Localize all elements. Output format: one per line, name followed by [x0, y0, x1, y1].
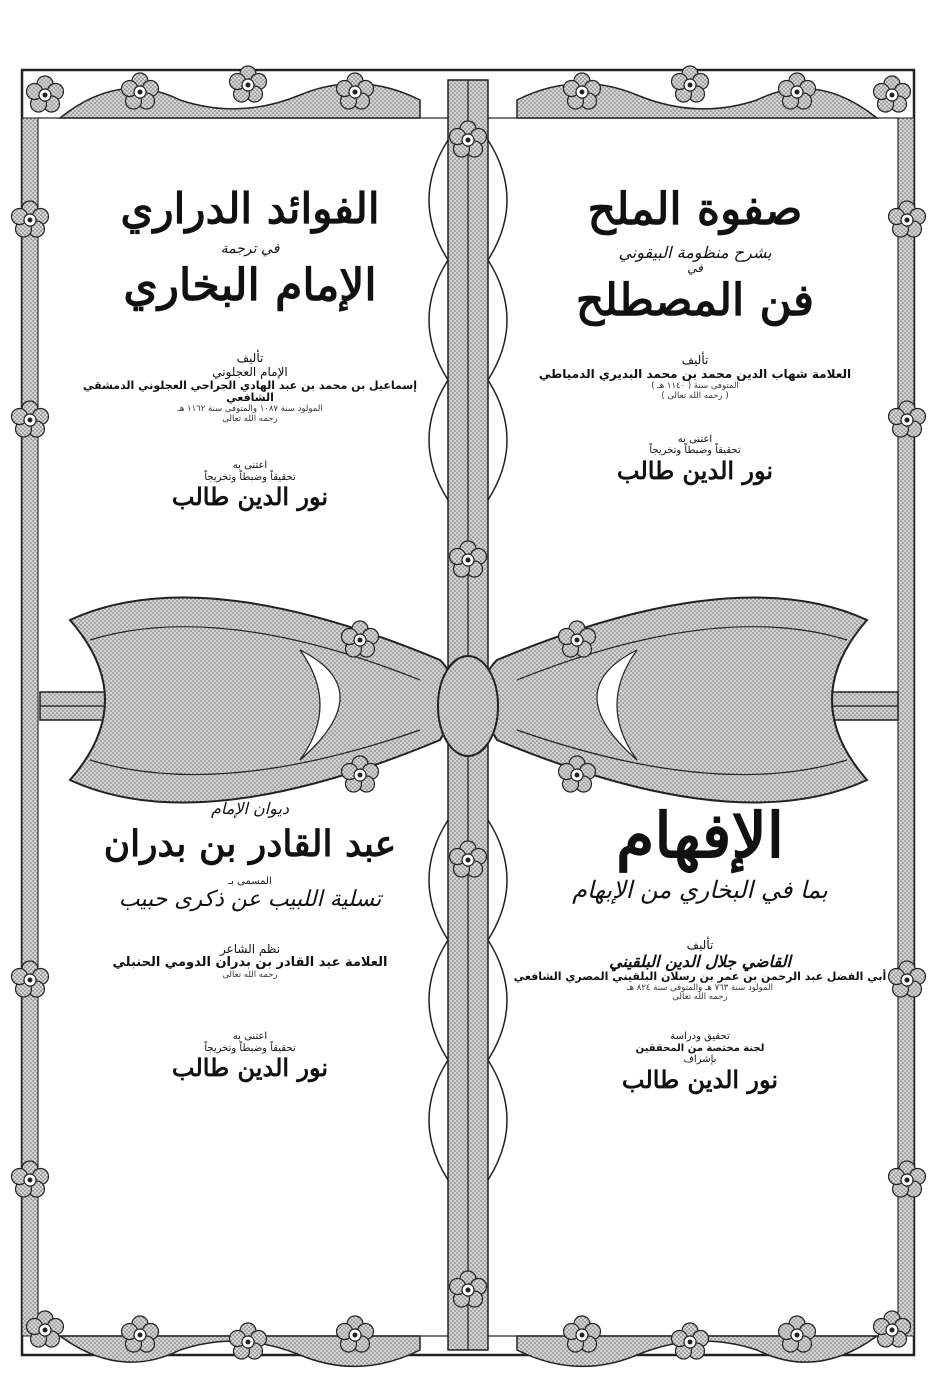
author-name: العلامة شهاب الدين محمد بن محمد البديري الدمياطي	[538, 367, 852, 382]
book-fi: في	[687, 260, 703, 275]
author-title: القاضي جلال الدين البلقيني	[609, 951, 791, 971]
author-death: المتوفى سنة ( ١١٤٠ هـ )	[651, 380, 739, 391]
author-mercy: رحمه الله تعالى	[222, 413, 278, 424]
book-subtitle: بشرح منظومة البيقوني	[618, 242, 772, 262]
book-cover-top-left	[60, 185, 440, 511]
author-name: أبي الفضل عبد الرحمن بن عمر بن رسلان البلقيني المصري الشافعي	[513, 970, 887, 984]
book-cover-top-right	[505, 185, 885, 484]
book-title-line2: فن المصطلح	[575, 274, 815, 326]
book-title-line1: الفوائد الدراري	[120, 184, 380, 233]
editor-name: نور الدين طالب	[616, 455, 774, 485]
author-label: تأليف	[681, 353, 709, 368]
author-mercy: ( رحمه الله تعالى )	[661, 390, 729, 401]
book-subtitle: بما في البخاري من الإبهام	[572, 876, 828, 905]
poet-name: العلامة عبد القادر بن بدران الدومي الحنبلي	[112, 955, 388, 971]
editor-label: اعتنى به	[677, 433, 713, 445]
editor-label: تحقيق ودراسة	[670, 1031, 730, 1043]
author-label: تأليف	[236, 350, 264, 365]
named-label: المسمى بـ	[228, 875, 272, 887]
author-dates: المولود سنة ٧٦٣ هـ والمتوفى سنة ٨٢٤ هـ	[627, 982, 773, 993]
book-cover-bottom-left	[60, 800, 440, 1082]
book-title-line1: صفوة الملح	[587, 184, 803, 235]
editor-group: لجنة مختصة من المحققين	[635, 1042, 765, 1054]
book-cover-bottom-right	[505, 800, 895, 1093]
author-dates: المولود سنة ١٠٨٧ والمتوفى سنة ١١٦٢ هـ	[177, 403, 323, 414]
poet-mercy: رحمه الله تعالى	[222, 970, 278, 981]
author-title: الإمام العجلوني	[212, 364, 288, 379]
book-subtitle: في ترجمة	[220, 241, 280, 258]
editor-label: اعتنى به	[232, 460, 268, 472]
editor-label: اعتنى به	[232, 1031, 268, 1043]
book-title-line1: عبد القادر بن بدران	[103, 823, 397, 866]
editor-role: تحقيقاً وضبطاً وتخريجاً	[204, 1042, 296, 1054]
author-label: تأليف	[686, 937, 714, 952]
editor-role: تحقيقاً وضبطاً وتخريجاً	[649, 445, 741, 456]
book-pre-title: ديوان الإمام	[210, 799, 290, 818]
editor-name: نور الدين طالب	[621, 1064, 779, 1094]
editor-name: نور الدين طالب	[171, 482, 329, 512]
book-title-line1: الإفهام	[615, 799, 785, 872]
editor-name: نور الدين طالب	[171, 1053, 329, 1083]
author-mercy: رحمه الله تعالى	[672, 992, 728, 1003]
editor-role: تحقيقاً وضبطاً وتخريجاً	[204, 471, 296, 483]
poet-label: نظم الشاعر	[219, 941, 281, 956]
book-subtitle: تسلية اللبيب عن ذكرى حبيب	[118, 887, 382, 913]
author-name: إسماعيل بن محمد بن عبد الهادي الجراحي العجلوني الدمشقي الشافعي	[83, 378, 417, 405]
supervision-label: بإشراف	[683, 1054, 717, 1066]
book-title-line2: الإمام البخاري	[123, 260, 377, 312]
